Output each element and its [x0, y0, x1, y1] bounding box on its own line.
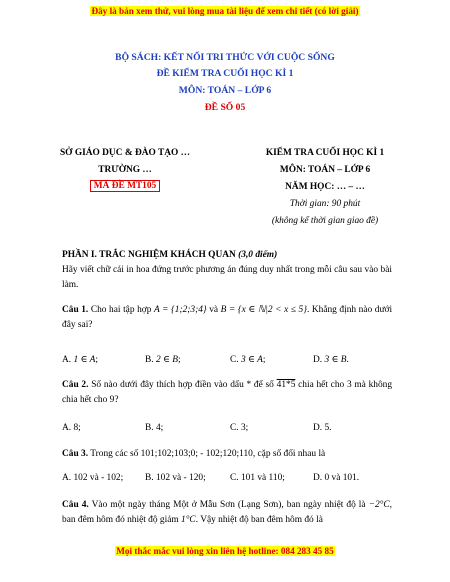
q2-option-b: B. 4; — [145, 423, 164, 433]
book-title: BỘ SÁCH: KẾT NỐI TRI THỨC VỚI CUỘC SỐNG — [115, 52, 335, 63]
q1-option-c: C. 3 ∈ A; — [230, 355, 266, 365]
question-1: Câu 1. Cho hai tập hợp A = {1;2;3;4} và B = {x ∈ ℕ|2 < x ≤ 5}. Khẳng định nào dưới đây sai? — [62, 305, 393, 330]
exam-code-box — [40, 180, 210, 192]
hotline-banner: Mọi thắc mắc vui lòng xin liên hệ hotline: 084 283 45 85 — [116, 546, 334, 556]
department-name: SỞ GIÁO DỤC & ĐÀO TẠO … — [59, 148, 191, 158]
overlined-number: 41*5 — [276, 380, 296, 390]
exam-time: Thời gian: 90 phút — [289, 199, 361, 209]
q3-option-b: B. 102 và - 120; — [145, 473, 206, 483]
set-a-expression: A = {1;2;3;4} — [154, 305, 207, 315]
q2-option-c: C. 3; — [230, 423, 249, 433]
part1-heading: PHẦN I. TRẮC NGHIỆM KHÁCH QUAN (3,0 điểm) — [62, 250, 278, 260]
exam-title: ĐỀ KIỂM TRA CUỐI HỌC KÌ 1 — [156, 68, 294, 79]
exam-time-note: (không kể thời gian giao đề) — [271, 216, 379, 226]
part1-instruction: Hãy viết chữ cái in hoa đứng trước phương án đúng duy nhất trong mỗi câu sau vào bài làm. — [62, 265, 392, 290]
question-2: Câu 2. Số nào dưới đây thích hợp điền vào dấu * để số 41*5 chia hết cho 3 mà không chia hết cho 9? — [62, 380, 393, 405]
q3-option-a: A. 102 và - 102; — [62, 473, 124, 483]
school-name: TRƯỜNG … — [98, 165, 152, 175]
exam-number: ĐỀ SỐ 05 — [204, 102, 246, 113]
subject-right: MÔN: TOÁN – LỚP 6 — [279, 165, 371, 175]
subject-title: MÔN: TOÁN – LỚP 6 — [178, 85, 272, 96]
question-4: Câu 4. Vào một ngày tháng Một ở Mẫu Sơn (Lạng Sơn), ban ngày nhiệt độ là −2°C, ban đêm hôm đó nhiệt độ giảm 1°C. Vậy nhiệt độ ban đêm hôm đó là — [62, 500, 393, 525]
school-year: NĂM HỌC: … – … — [285, 182, 365, 192]
q2-option-d: D. 5. — [313, 423, 332, 433]
q3-option-d: D. 0 và 101. — [313, 473, 360, 483]
q3-option-c: C. 101 và 110; — [230, 473, 285, 483]
temperature-1: −2°C — [368, 500, 390, 510]
q2-option-a: A. 8; — [62, 423, 81, 433]
q1-option-d: D. 3 ∈ B. — [313, 355, 349, 365]
question-3: Câu 3. Trong các số 101;102;103;0; - 102;120;110, cặp số đối nhau là — [62, 449, 326, 459]
temperature-2: 1°C — [181, 515, 196, 525]
number-list: 101;102;103;0; - 102;120;110 — [140, 449, 253, 459]
q1-option-a: A. 1 ∈ A; — [62, 355, 98, 365]
exam-code: MÃ ĐỀ MT105 — [90, 180, 161, 192]
preview-banner: Đây là bản xem thử, vui lòng mua tài liệu để xem chi tiết (có lời giải) — [91, 6, 359, 16]
exam-title-right: KIỂM TRA CUỐI HỌC KÌ 1 — [265, 148, 385, 158]
set-b-expression: B = {x ∈ ℕ|2 < x ≤ 5} — [220, 305, 307, 315]
q1-option-b: B. 2 ∈ B; — [145, 355, 181, 365]
